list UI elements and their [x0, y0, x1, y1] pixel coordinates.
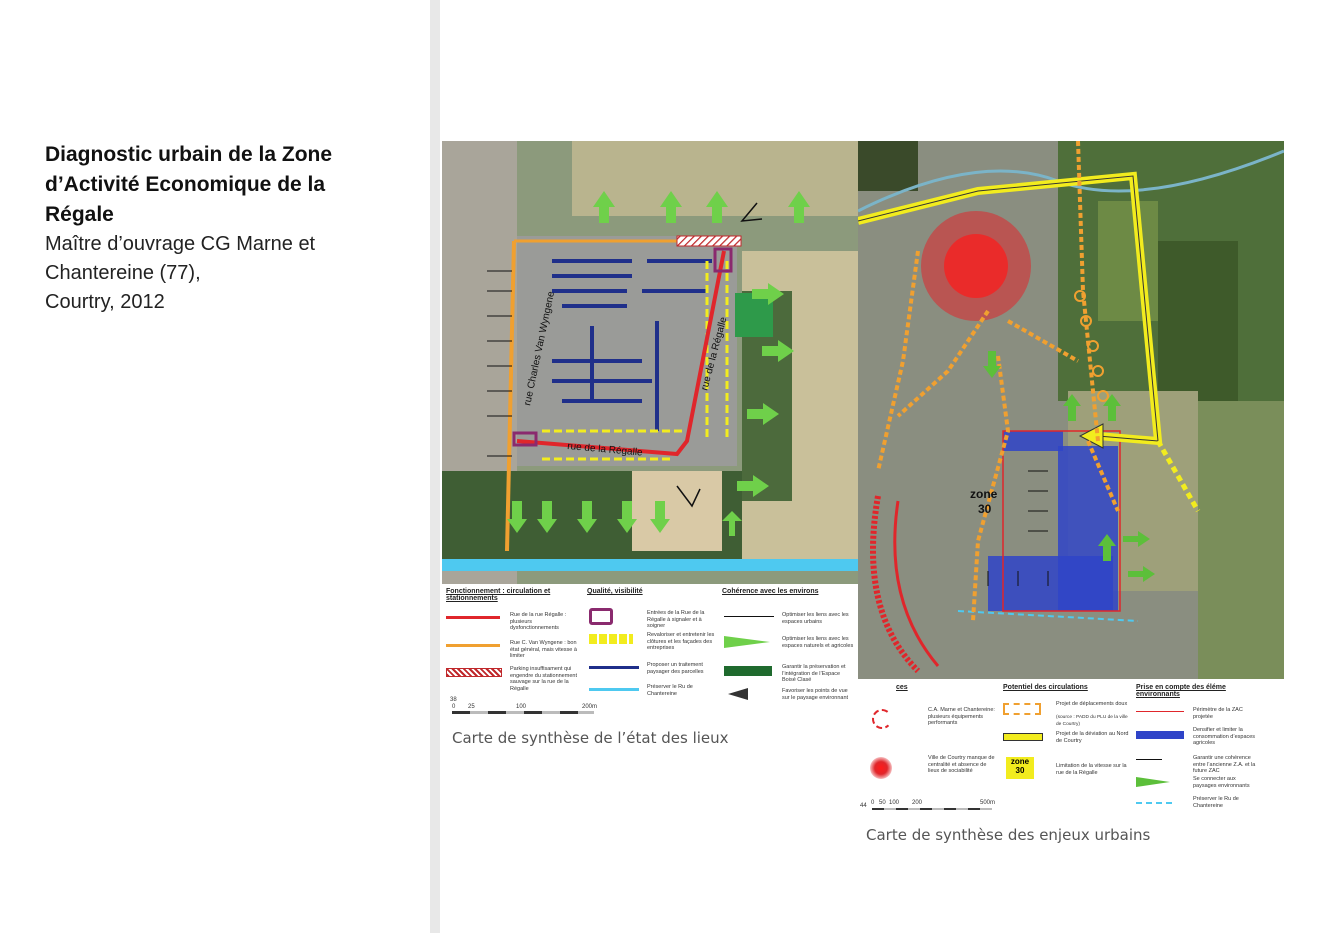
scale-tick-100: 100 [516, 704, 527, 710]
legend-item-liens-urbains: Optimiser les liens avec les espaces urbains [782, 612, 849, 625]
legend-item-parking: Parking insuffisament qui engendre du stationnement sauvage sur la rue de la Régalle [510, 666, 577, 692]
legend-heading-qualite: Qualité, visibilité [587, 588, 643, 595]
legend-item-courtry-centralite: Ville de Courtry manque de centralité et absence de lieux de sociabilité [928, 755, 995, 774]
legend-heading-coherence: Cohérence avec les environs [722, 588, 819, 595]
title-block [45, 140, 415, 317]
title-line-3: Régale [45, 203, 114, 226]
scale2-tick-100: 100 [889, 800, 900, 806]
subtitle-line-1: Maître d’ouvrage CG Marne et [45, 233, 316, 255]
scale-tick-0: 0 [452, 704, 456, 710]
scale-bar-left [452, 711, 594, 714]
legend-heading-potentiel: Potentiel des circulations [1003, 684, 1088, 691]
ru-de-chantereine [442, 559, 858, 571]
legend-green-arrow-2 [1136, 777, 1170, 787]
legend-cyan-dash [1136, 802, 1176, 804]
legend-cyan-line [589, 688, 639, 691]
legend-item-facades: Revaloriser et entretenir les clôtures et les façades des entreprises [647, 632, 715, 651]
legend-item-deviation: Projet de la déviation au Nord de Courtry [1056, 731, 1129, 744]
title-line-1: Diagnostic urbain de la Zone [45, 143, 333, 166]
field-plot-1 [1098, 201, 1158, 321]
subtitle-line-2: Chantereine (77), [45, 262, 201, 284]
zone30-badge [1006, 757, 1034, 779]
legend-item-perimetre: Périmètre de la ZAC projetée [1193, 707, 1243, 720]
map-enjeux-urbains [858, 141, 1284, 679]
legend-item-coherence: Garantir une cohérence entre l’ancienne Z.A. et la future ZAC [1193, 755, 1256, 774]
centrality-blob-core [944, 234, 1008, 298]
legend-hatch [446, 668, 502, 677]
legend-item-doux: Projet de déplacements doux [1056, 701, 1128, 707]
zac-densify-west [1003, 431, 1063, 451]
legend-item-connecter: Se connecter aux paysages environnants [1193, 776, 1250, 789]
zone30-badge-number: 30 [1015, 766, 1025, 775]
legend-blue-block [1136, 731, 1184, 739]
page-number-right: 44 [860, 803, 867, 809]
caption-etat-des-lieux: Carte de synthèse de l’état des lieux [452, 729, 729, 747]
zone30-number: 30 [978, 502, 992, 516]
legend-item-rue-wyngene: Rue C. Van Wyngene : bon état général, mais vitesse à limiter [510, 640, 577, 659]
legend-heading-fonctionnement: Fonctionnement : circulation et stationnements [446, 588, 551, 602]
legend-navy-line [589, 666, 639, 669]
page-number-left: 38 [450, 697, 457, 703]
legend-black-arrows [724, 616, 774, 617]
forest-north-west [858, 141, 918, 191]
legend-yellow-dash [589, 634, 633, 644]
legend-item-limitation: Limitation de la vitesse sur la rue de la Régalle [1056, 763, 1127, 776]
zac-densify-south [988, 556, 1113, 611]
legend-item-paysager: Proposer un traitement paysager des parcelles [647, 662, 704, 675]
legend-heading-prise: Prise en compte des éléme environnants [1136, 684, 1226, 698]
sandy-area [632, 471, 722, 551]
scale-tick-200: 200m [582, 704, 598, 710]
legend-item-entrees: Entrées de la Rue de la Régalle à signaler et à soigner [647, 610, 705, 629]
legend-yellow-arrow [1003, 733, 1043, 741]
equipment-arc-icon [872, 709, 892, 729]
legend-item-ru-2: Préserver le Ru de Chantereine [1193, 796, 1239, 809]
legend-orange-arrow [1003, 703, 1041, 715]
zone30-badge-text: zone [1010, 757, 1030, 766]
map-enjeux-urbains-svg [858, 141, 1284, 679]
scale2-tick-50: 50 [879, 800, 886, 806]
subtitle-line-3: Courtry, 2012 [45, 291, 165, 313]
scale-bar-right [872, 808, 992, 810]
title-line-2: d’Activité Economique de la [45, 173, 326, 196]
label-rue-wyngene: rue Charles Van Wyngene [522, 290, 558, 407]
legend-heading-ces: ces [896, 684, 908, 691]
legend-zac-line [1136, 711, 1184, 712]
legend-item-ebc: Garantir la préservation et l’intégration de l’Espace Boisé Clasé [782, 664, 846, 683]
legend-item-ca-marne: C.A. Marne et Chantereine: plusieurs équipements performants [928, 707, 995, 726]
label-rue-regalle-h: rue de la Régalle [566, 441, 644, 459]
countryside-east [1198, 401, 1284, 679]
legend-purple-box [589, 608, 613, 625]
viewpoint-icon [728, 688, 748, 700]
legend-orange-line [446, 644, 500, 647]
centrality-icon [870, 757, 892, 779]
label-rue-regalle-v: rue de la Régalle [699, 315, 730, 392]
scale2-tick-200: 200 [912, 800, 923, 806]
map-etat-des-lieux [442, 141, 858, 584]
legend-black-arrows-2 [1136, 759, 1162, 760]
legend-item-points-de-vue: Favoriser les points de vue sur le paysage environnant [782, 688, 849, 701]
zone30-label: zone [970, 487, 998, 501]
legend-item-ru: Préserver le Ru de Chantereine [647, 684, 693, 697]
field-plot-2 [1158, 241, 1238, 401]
caption-enjeux-urbains: Carte de synthèse des enjeux urbains [866, 826, 1151, 844]
legend-item-doux-source: (source : PADD du PLU de la ville de Courtry) [1056, 715, 1128, 727]
legend-red-line [446, 616, 500, 619]
scale2-tick-0: 0 [871, 800, 875, 806]
legend-green-block [724, 666, 772, 676]
legend-item-rue-regalle: Rue de la rue Régalle : plusieurs dysfonctionnements [510, 612, 567, 631]
legend-etat-des-lieux [442, 584, 858, 718]
legend-item-densifier: Densifier et limiter la consommation d’espaces agricoles [1193, 727, 1256, 746]
scale-tick-25: 25 [468, 704, 475, 710]
legend-item-liens-naturels: Optimiser les liens avec les espaces naturels et agricoles [782, 636, 854, 649]
scale2-tick-500: 500m [980, 800, 996, 806]
legend-green-arrow [724, 636, 770, 648]
page-divider [430, 0, 440, 933]
legend-enjeux-urbains [858, 679, 1284, 814]
parking-insuffisant [677, 236, 741, 246]
map-etat-des-lieux-svg [442, 141, 858, 584]
espace-boise-classe [735, 293, 773, 337]
